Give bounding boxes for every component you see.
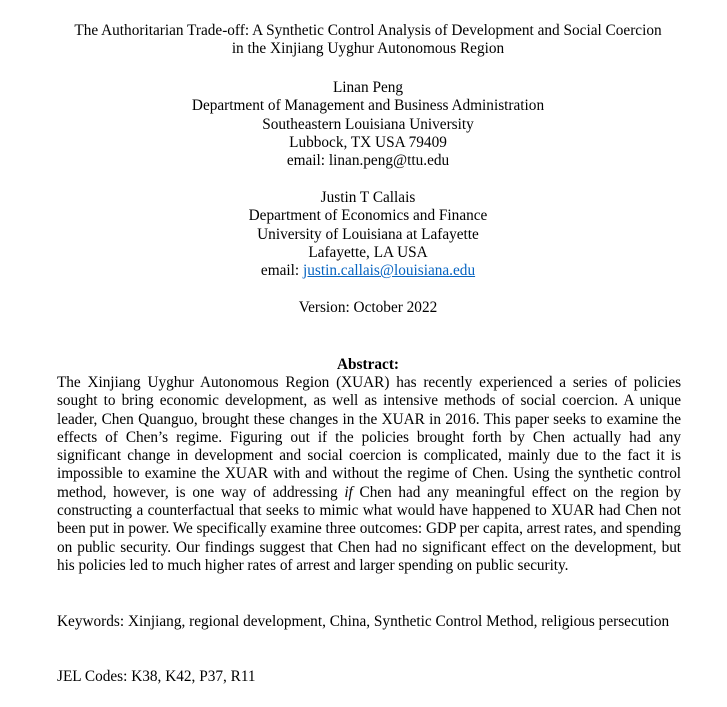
author-email-link[interactable]: justin.callais@louisiana.edu [302, 262, 476, 280]
author-name: Justin T Callais [320, 189, 416, 206]
paper-title-line-1: The Authoritarian Trade-off: A Synthetic Control Analysis of Development and Social Coercion [74, 22, 662, 39]
abstract-text-part-2: Chen had any meaningful effect on the region by constructing a counterfactual that seeks to mimic what would have happened to XUAR had Chen not been put in power. We specifically examine three outcomes: GDP per capita, arrest rates, and spending on public security. Our findings suggest that Chen had no significant effect on the development, but his policies led to much higher rates of arrest and larger spending on public security. [57, 483, 681, 574]
author-block-2 [40, 189, 696, 280]
version-line: Version: October 2022 [298, 299, 438, 316]
abstract-heading: Abstract: [336, 356, 400, 373]
paper-title [40, 22, 696, 59]
author-name: Linan Peng [332, 79, 404, 96]
author-block-1 [40, 79, 696, 170]
keywords: Keywords: Xinjiang, regional development, China, Synthetic Control Method, religious persecution [57, 613, 670, 630]
jel-codes: JEL Codes: K38, K42, P37, R11 [57, 668, 256, 685]
author-email-prefix: email: [260, 262, 303, 280]
abstract-text [57, 374, 681, 575]
abstract-text-part-1: The Xinjiang Uyghur Autonomous Region (XUAR) has recently experienced a series of policies sought to bring economic development, as well as intensive methods of social coercion. A unique leader, Chen Quanguo, brought these changes in the XUAR in 2016. This paper seeks to examine the effects of Chen’s regime. Figuring out if the policies brought forth by Chen actually had any significant change in development and social coercion is complicated, mainly due to the fact it is impossible to examine the XUAR with and without the regime of Chen. Using the synthetic control method, however, is one way of addressing [57, 374, 681, 501]
author-email-prefix: email: [286, 152, 329, 170]
abstract-italic-word: if [344, 483, 353, 501]
author-email-line [40, 152, 696, 170]
author-email: linan.peng@ttu.edu [328, 152, 450, 170]
author-email-line [40, 262, 696, 280]
author-department: Department of Economics and Finance [248, 207, 488, 225]
author-university: University of Louisiana at Lafayette [257, 225, 479, 243]
paper-title-line-2: in the Xinjiang Uyghur Autonomous Region [231, 40, 505, 58]
author-location: Lafayette, LA USA [308, 243, 428, 261]
author-university: Southeastern Louisiana University [262, 115, 474, 133]
author-location: Lubbock, TX USA 79409 [289, 133, 447, 151]
author-department: Department of Management and Business Administration [191, 97, 545, 115]
